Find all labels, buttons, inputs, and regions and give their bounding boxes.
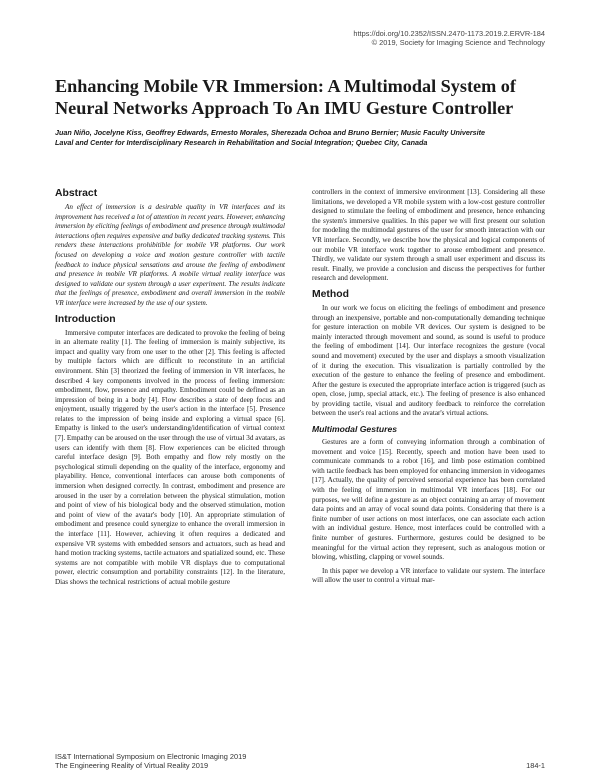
introduction-continued: controllers in the context of immersive environment [13]. Considering all these limitations, we developed a VR mobile system with a low-cost gesture controller designed to stimulate the feeling of embodiment and presence, hence enhancing the system's immersive qualities. In this paper we will first present our solution for modeling the multimodal gestures of the user for smooth interaction with our VR interface. Secondly, we describe how the physical and logical components of our mobile VR interface work together to arouse embodiment and presence. Thirdly, we validate our system through a small user experiment and discuss its result. Finally, we provide a conclusion and discuss the perspectives for further research and development.: [312, 188, 545, 283]
method-heading: Method: [312, 288, 349, 300]
multimodal-gestures-heading: Multimodal Gestures: [312, 424, 397, 435]
title-line-1: Enhancing Mobile VR Immersion: A Multimodal System of: [55, 76, 516, 96]
authors-line-1: Juan Niño, Jocelyne Kiss, Geoffrey Edwards, Ernesto Morales, Sherezada Ochoa and Bruno Bernier; Music Faculty Universite: [55, 128, 486, 137]
right-column: [312, 188, 545, 586]
header-meta: [353, 29, 545, 47]
abstract-heading: Abstract: [55, 188, 98, 199]
doi-link[interactable]: https://doi.org/10.2352/ISSN.2470-1173.2019.2.ERVR-184: [353, 29, 545, 38]
left-column: [55, 188, 285, 588]
abstract-text: An effect of immersion is a desirable quality in VR interfaces and its improvement has received a lot of attention in recent years. However, enhancing immersion by eliciting feelings of embodiment and presence through multimodal interactions often requires expensive and bulky dedicated tracking systems. This renders these interactions prohibitible for mobile VR platforms. Our work focused on developing a voice and motion gesture controller with tactile feedback to induce physical sensations and arouse the feeling of embodiment and presence in mobile VR platforms. A mobile virtual reality interface was designed to validate our system through a user experiment. The results indicate that the feelings of presence, embodiment and overall immersion in the mobile VR interface were increased by the use of our system.: [55, 203, 285, 307]
copyright-notice: © 2019, Society for Imaging Science and Technology: [371, 38, 545, 47]
authors-line-2: Laval and Center for Interdisciplinary Research in Rehabilitation and Social Integration; Quebec City, Canada: [55, 137, 428, 147]
authors-affiliations: [55, 128, 575, 147]
footer-conference: [55, 753, 246, 770]
page-number: 184-1: [526, 761, 545, 770]
multimodal-paragraph-2: In this paper we develop a VR interface to validate our system. The interface will allow the user to control a virtual mar-: [312, 566, 545, 585]
method-paragraph: In our work we focus on eliciting the feelings of embodiment and presence through an inexpensive, portable and non-computationally demanding technique for gesture interaction on mobile VR devices. Our system is designed to be mainly interacted through movement and sound, as sound is useful to produce the feeling of embodiment [14]. Our interface recognizes the gesture (vocal sound and movement) executed by the user and displays a smooth visualization of it during the execution. This visualization is partially controlled by the execution of the gesture to enhance the feeling of presence and embodiment. After the gesture is executed the appropriate interface action is triggered (such as open, close, jump, special attack, etc.). The feeling of presence is also enhanced by providing tactile, visual and auditory feedback to reinforce the correlation between the user's real actions and the avatar's virtual actions.: [312, 303, 545, 418]
footer-line-2: The Engineering Reality of Virtual Reality 2019: [55, 760, 209, 770]
paper-title: [55, 75, 555, 119]
introduction-heading: Introduction: [55, 313, 116, 325]
title-line-2: Neural Networks Approach To An IMU Gesture Controller: [55, 98, 514, 118]
introduction-paragraph: Immersive computer interfaces are dedicated to provoke the feeling of being in an alternate reality [1]. The feeling of immersion is mainly subjective, its impact and quality vary from one user to the other [2]. This feeling is affected by multiple factors which are difficult to reconstitute in an artificial environment. Shin [3] theorized the feeling of immersion in VR interfaces, he described 4 key components involved in the process of feeling immersion: embodiment, flow, presence and empathy. Embodiment could be defined as an impression of being in a body [4]. Flow describes a state of deep focus and enjoyment, usually triggered by the user's action in the interface [5]. Presence relates to the impression of being inside and exploring a virtual space [6]. Empathy is linked to the user's understanding/identification of virtual context [7]. Empathy can be aroused on the user through the use of virtual 3d avatars, as users can identify with them [8]. Flow experiences can be elicited through careful interface design [9]. Both empathy and flow rely mostly on the psychological stimuli depending on the quality of the interface, ergonomy and playability. Hence, conventional interfaces can arouse both components of immersion when designed correctly. In contrast, embodiment and presence are aroused in the user by a correlation between the physical stimulation, motion and point of view of his biological body and the observed stimulation, motion and point of view of the avatar's body [10]. An appropriate stimulation of embodiment and presence could synergize to enhance the overall immersion in the interface [11]. However, achieving it often requires a dedicated and expensive VR systems with embedded sensors and actuators, such as head and hand motion tracking systems, tactile actuators and spatialized sound, etc. These systems are not compatible with mobile VR displays due to computational power, electric consumption and portability constraints [12]. In the literature, Dias shows the technical restrictions of actual mobile gesture: [55, 328, 285, 586]
footer-line-1: IS&T International Symposium on Electronic Imaging 2019: [55, 752, 247, 761]
multimodal-paragraph-1: Gestures are a form of conveying information through a combination of movement and voice [15]. Recently, speech and motion have been used to communicate commands to a robot [16], and limb pose estimation combined with tactile feedback has been employed for enhancing immersion in videogames [17]. Actually, the quality of perceived sensorial experience has been correlated with the feeling of immersion in multimodal VR interfaces [18]. For our purposes, we will define a gesture as an object containing an array of movement data points and an array of vocal sound data points. Considering that there is a finite number of user actions on most interfaces, one can associate each action with an individual gesture. Hence, most interfaces could be controlled with a finite number of gestures. Furthermore, gestures could be designed to be meaningful for the virtual action they represent, such as analogous motion or blowing, whistling, clapping or vowel sounds.: [312, 438, 545, 562]
